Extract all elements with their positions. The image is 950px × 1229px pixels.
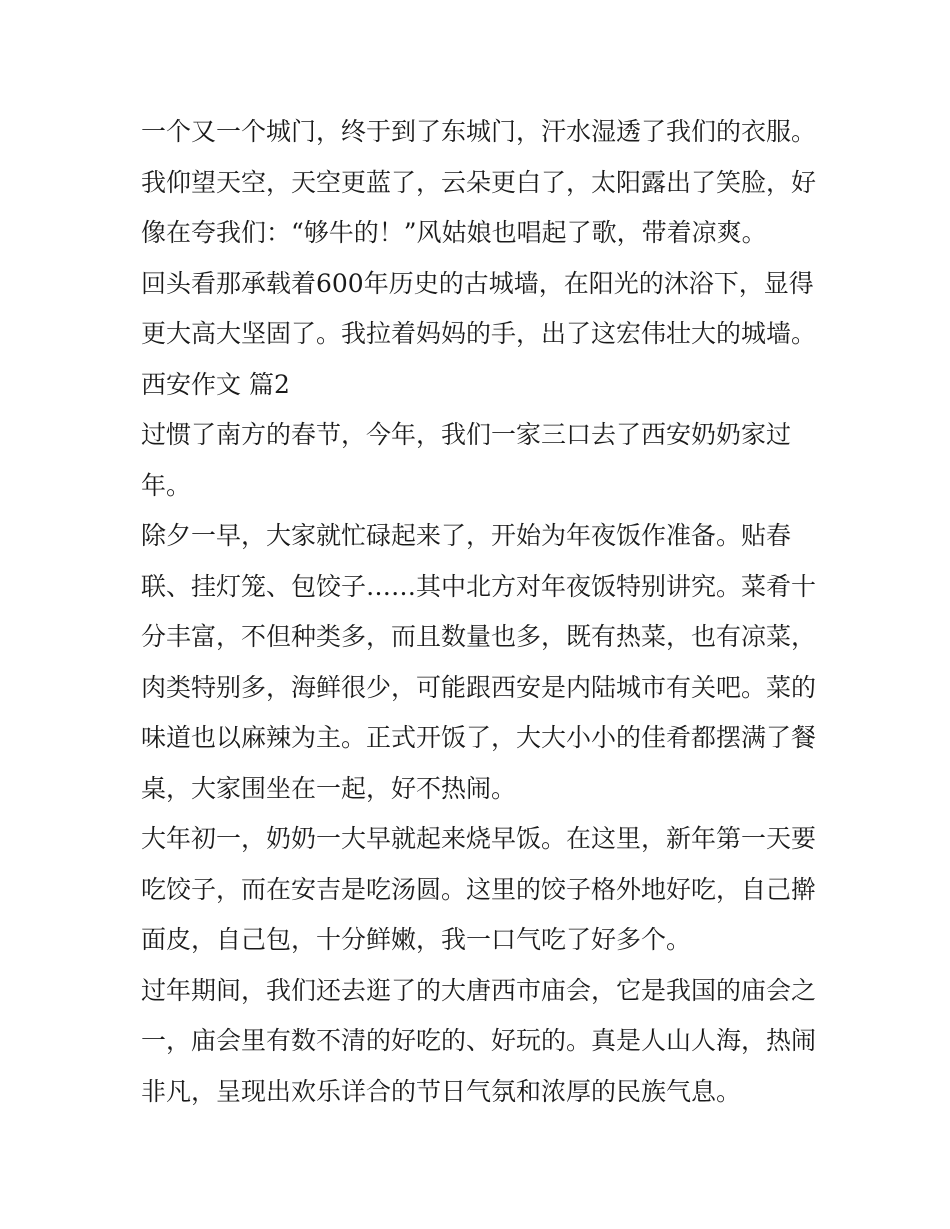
text-line: 一，庙会里有数不清的好吃的、好玩的。真是人山人海，热闹	[141, 1026, 817, 1055]
text-line: 一个又一个城门，终于到了东城门，汗水湿透了我们的衣服。	[141, 117, 817, 146]
section-heading: 西安作文 篇2	[141, 369, 290, 399]
text-line: 面皮，自己包，十分鲜嫩，我一口气吃了好多个。	[141, 925, 692, 954]
text-line: 我仰望天空，天空更蓝了，云朵更白了，太阳露出了笑脸，好	[141, 167, 817, 197]
text-line: 联、挂灯笼、包饺子……其中北方对年夜饭特别讲究。菜肴十	[141, 571, 817, 601]
text-line: 更大高大坚固了。我拉着妈妈的手，出了这宏伟壮大的城墙。	[141, 319, 817, 348]
text-line: 除夕一早，大家就忙碌起来了，开始为年夜饭作准备。贴春	[141, 521, 792, 550]
text-line: 过年期间，我们还去逛了的大唐西市庙会，它是我国的庙会之	[141, 975, 817, 1005]
text-line: 分丰富，不但种类多，而且数量也多，既有热菜，也有凉菜，	[141, 622, 817, 651]
text-line: 像在夸我们：“够牛的！”风姑娘也唱起了歌，带着凉爽。	[141, 218, 767, 247]
text-line: 吃饺子，而在安吉是吃汤圆。这里的饺子格外地好吃，自己擀	[141, 874, 817, 904]
text-line: 回头看那承载着600年历史的古城墙，在阳光的沐浴下，显得	[141, 268, 814, 298]
text-line: 年。	[141, 470, 192, 500]
text-line: 大年初一，奶奶一大早就起来烧早饭。在这里，新年第一天要	[141, 824, 817, 853]
text-line: 桌，大家围坐在一起，好不热闹。	[141, 773, 517, 803]
document-body	[141, 107, 821, 1117]
text-line: 非凡，呈现出欢乐详合的节日气氛和浓厚的民族气息。	[141, 1076, 742, 1106]
text-line: 味道也以麻辣为主。正式开饭了，大大小小的佳肴都摆满了餐	[141, 723, 817, 752]
text-line: 肉类特别多，海鲜很少，可能跟西安是内陆城市有关吧。菜的	[141, 672, 817, 702]
text-line: 过惯了南方的春节，今年，我们一家三口去了西安奶奶家过	[141, 420, 792, 449]
